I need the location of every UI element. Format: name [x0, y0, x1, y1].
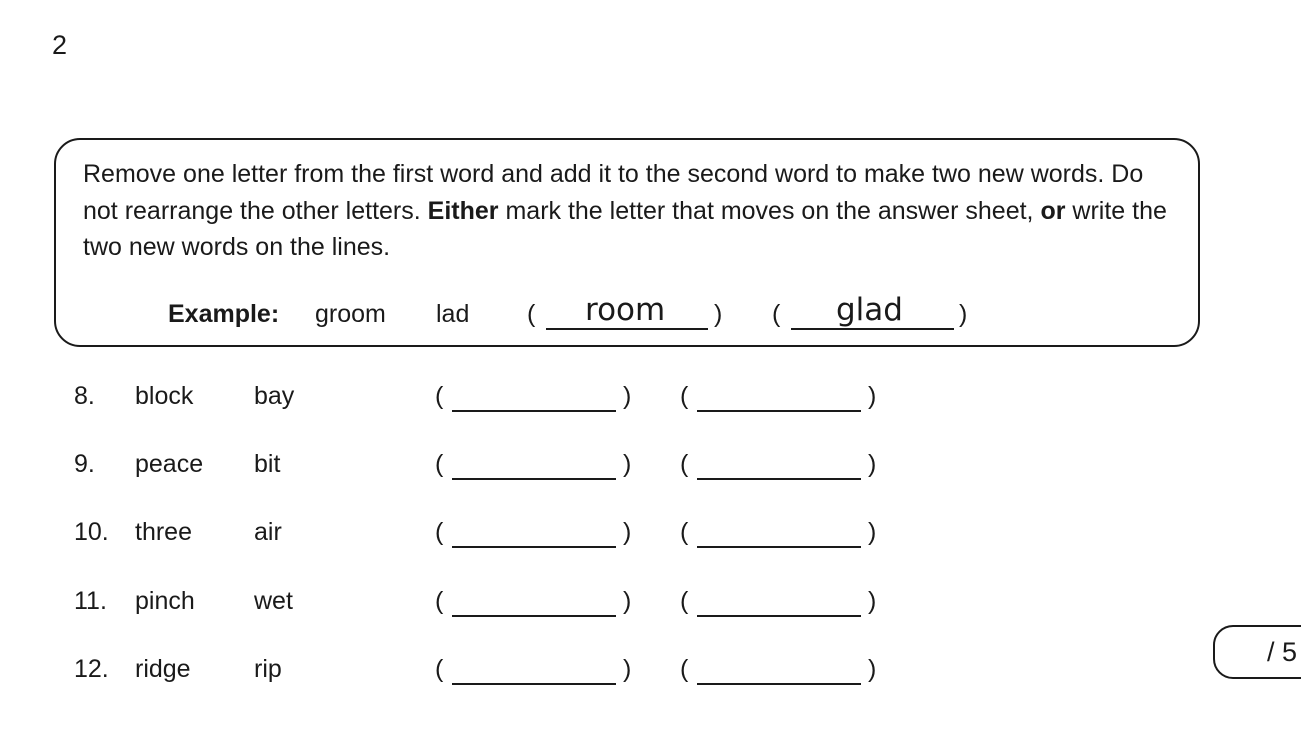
close-bracket: ): [868, 382, 877, 410]
answer-line-2: [697, 683, 861, 685]
question-row: [0, 518, 1000, 558]
open-bracket: (: [435, 655, 444, 683]
example-open-bracket-2: (: [772, 300, 781, 328]
example-close-bracket-1: ): [714, 300, 723, 328]
instruction-part-2: mark the letter that moves on the answer sheet,: [498, 196, 1041, 225]
answer-line-1: [452, 615, 616, 617]
question-word-1: three: [135, 518, 192, 546]
close-bracket: ): [623, 587, 632, 615]
close-bracket: ): [623, 518, 632, 546]
close-bracket: ): [868, 450, 877, 478]
question-word-1: block: [135, 382, 194, 410]
example-word-2: lad: [436, 300, 470, 328]
close-bracket: ): [868, 587, 877, 615]
question-word-2: bit: [254, 450, 281, 478]
open-bracket: (: [680, 587, 689, 615]
close-bracket: ): [868, 518, 877, 546]
question-number: 12.: [74, 655, 109, 683]
open-bracket: (: [680, 382, 689, 410]
example-answer-line-2: [791, 328, 954, 330]
question-row: [0, 587, 1000, 627]
open-bracket: (: [435, 518, 444, 546]
answer-line-1: [452, 478, 616, 480]
example-word-1: groom: [315, 300, 386, 328]
open-bracket: (: [435, 587, 444, 615]
open-bracket: (: [435, 382, 444, 410]
example-answer-line-1: [546, 328, 708, 330]
question-row: [0, 450, 1000, 490]
open-bracket: (: [680, 450, 689, 478]
question-number: 11.: [74, 587, 107, 615]
example-label: Example:: [168, 300, 280, 328]
instruction-part-3: write the two new words on the lines.: [83, 196, 1167, 261]
answer-line-1: [452, 410, 616, 412]
example-close-bracket-2: ): [959, 300, 968, 328]
instruction-box: [54, 138, 1200, 347]
open-bracket: (: [435, 450, 444, 478]
answer-line-1: [452, 546, 616, 548]
question-word-1: peace: [135, 450, 204, 478]
close-bracket: ): [623, 382, 632, 410]
question-number: 8.: [74, 382, 95, 410]
instruction-either: Either: [427, 196, 499, 225]
close-bracket: ): [623, 450, 632, 478]
answer-line-1: [452, 683, 616, 685]
page-number: 2: [52, 30, 68, 60]
answer-line-2: [697, 410, 861, 412]
instruction-part-1: Remove one letter from the first word and add it to the second word to make two new words. Do not rearrange the other letters.: [83, 160, 1144, 225]
example-open-bracket-1: (: [527, 300, 536, 328]
instruction-text: [83, 156, 1173, 266]
question-number: 10.: [74, 518, 109, 546]
question-word-2: air: [254, 518, 282, 546]
instruction-or: or: [1040, 196, 1066, 225]
question-word-1: ridge: [135, 655, 191, 683]
close-bracket: ): [623, 655, 632, 683]
open-bracket: (: [680, 518, 689, 546]
answer-line-2: [697, 546, 861, 548]
example-answer-2: glad: [836, 292, 903, 328]
question-word-1: pinch: [135, 587, 195, 615]
example-answer-1: room: [585, 292, 666, 328]
score-box: [1213, 625, 1301, 679]
question-row: [0, 382, 1000, 422]
question-word-2: bay: [254, 382, 295, 410]
example-row: [56, 292, 1198, 338]
question-word-2: wet: [254, 587, 293, 615]
open-bracket: (: [680, 655, 689, 683]
close-bracket: ): [868, 655, 877, 683]
answer-line-2: [697, 615, 861, 617]
question-number: 9.: [74, 450, 95, 478]
score-label: / 5: [1267, 637, 1298, 667]
question-word-2: rip: [254, 655, 282, 683]
answer-line-2: [697, 478, 861, 480]
question-row: [0, 655, 1000, 695]
